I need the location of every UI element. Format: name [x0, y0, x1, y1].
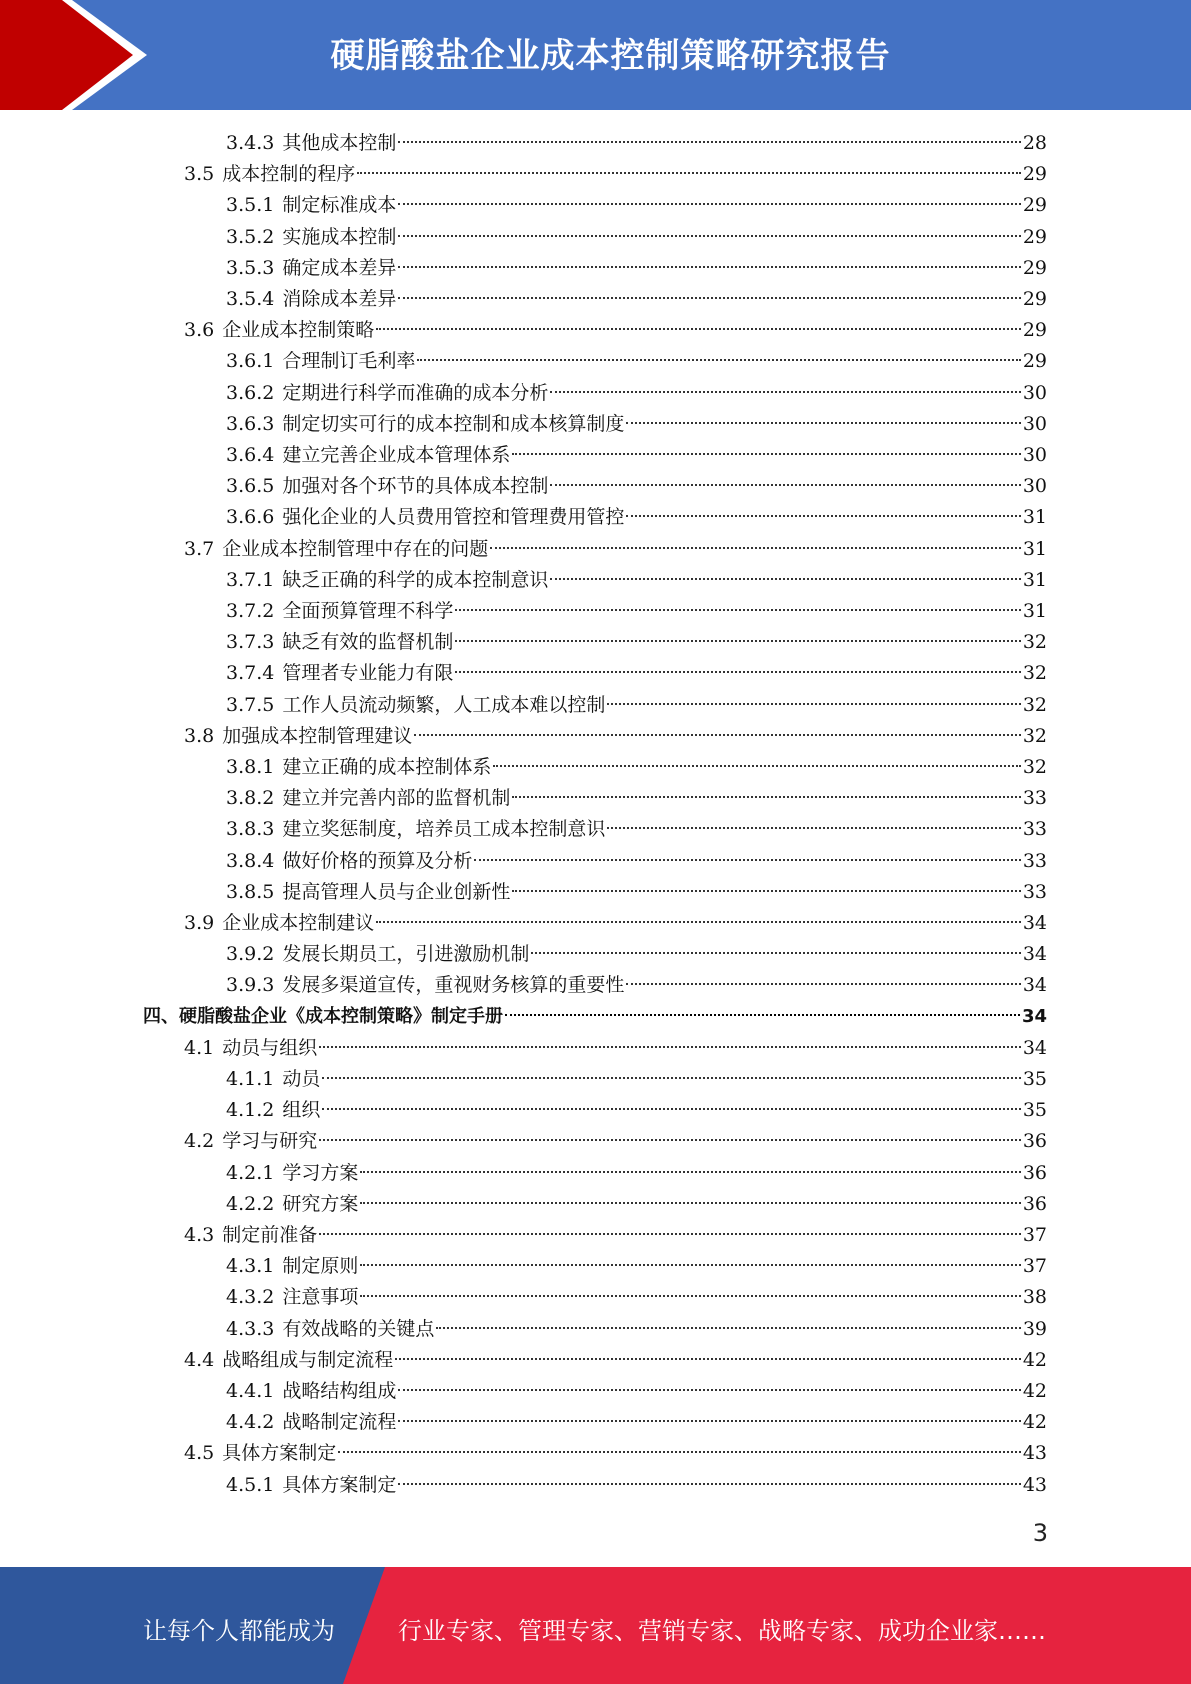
toc-leader-dots [455, 609, 1020, 611]
toc-entry-page: 29 [1022, 288, 1047, 310]
toc-entry-number: 3.5.1 [226, 194, 275, 217]
page-number: 3 [1032, 1519, 1048, 1547]
toc-entry-title: 消除成本差异 [282, 288, 397, 310]
toc-entry-number: 3.8.2 [226, 787, 275, 810]
toc-leader-dots [319, 1233, 1021, 1235]
toc-entry[interactable] [226, 1282, 1047, 1312]
toc-entry-title: 加强对各个环节的具体成本控制 [282, 475, 549, 498]
toc-entry-number: 3.5 [184, 163, 215, 186]
toc-entry-title: 硬脂酸盐企业《成本控制策略》制定手册 [179, 1005, 503, 1027]
toc-entry-page: 36 [1022, 1192, 1047, 1215]
toc-entry-title: 发展长期员工，引进激励机制 [282, 943, 530, 966]
toc-entry-title: 研究方案 [282, 1192, 359, 1215]
toc-entry-page: 31 [1022, 537, 1047, 560]
toc-entry-number: 3.8.4 [226, 849, 275, 872]
toc-entry-number: 4.3.3 [226, 1317, 275, 1340]
toc-leader-dots [398, 266, 1020, 268]
toc-leader-dots [376, 328, 1021, 330]
toc-entry[interactable] [226, 502, 1047, 532]
toc-entry[interactable] [226, 1095, 1047, 1125]
toc-entry-page: 28 [1022, 132, 1047, 154]
toc-leader-dots [436, 1327, 1020, 1329]
toc-leader-dots [360, 1202, 1020, 1204]
toc-entry-page: 29 [1022, 163, 1047, 186]
toc-entry-number: 3.7.1 [226, 568, 275, 591]
toc-leader-dots [512, 796, 1020, 798]
toc-entry-title: 有效战略的关键点 [282, 1317, 435, 1340]
toc-entry-page: 29 [1022, 319, 1047, 342]
toc-entry-page: 32 [1022, 631, 1047, 654]
toc-entry[interactable] [226, 253, 1047, 283]
toc-entry-number: 3.8.3 [226, 818, 275, 841]
toc-entry-number: 4.5.1 [226, 1473, 275, 1496]
toc-entry-page: 31 [1022, 506, 1047, 529]
toc-entry[interactable] [226, 1064, 1047, 1094]
toc-entry-page: 35 [1022, 1068, 1047, 1090]
toc-entry[interactable] [184, 1345, 1047, 1375]
toc-entry[interactable] [226, 440, 1047, 470]
toc-entry-title: 企业成本控制策略 [222, 319, 375, 342]
toc-entry-number: 3.7.4 [226, 662, 275, 685]
toc-leader-dots [607, 703, 1020, 705]
toc-entry[interactable] [226, 846, 1047, 876]
toc-leader-dots [550, 484, 1020, 486]
toc-entry[interactable] [226, 939, 1047, 969]
toc-entry-title: 动员 [282, 1068, 321, 1090]
toc-leader-dots [626, 983, 1020, 985]
toc-entry-page: 35 [1022, 1099, 1047, 1122]
toc-entry-page: 29 [1022, 194, 1047, 217]
toc-entry-page: 31 [1022, 568, 1047, 591]
toc-entry[interactable] [226, 222, 1047, 252]
toc-entry[interactable] [226, 1376, 1047, 1406]
toc-entry-number: 3.6.3 [226, 412, 275, 435]
toc-entry-title: 组织 [282, 1099, 321, 1122]
toc-entry-title: 合理制订毛利率 [282, 350, 416, 373]
toc-entry-page: 39 [1022, 1317, 1047, 1340]
toc-entry-title: 建立完善企业成本管理体系 [282, 444, 511, 466]
toc-entry-page: 30 [1022, 444, 1047, 466]
toc-entry[interactable] [226, 970, 1047, 1000]
toc-entry[interactable] [226, 190, 1047, 220]
toc-entry-title: 制定标准成本 [282, 194, 397, 217]
toc-leader-dots [398, 203, 1020, 205]
toc-entry[interactable] [184, 1033, 1047, 1063]
page-header [0, 0, 1191, 110]
toc-leader-dots [512, 453, 1020, 455]
toc-entry-number: 3.6.2 [226, 381, 275, 404]
toc-entry-number: 4.1.2 [226, 1099, 275, 1122]
toc-entry[interactable] [184, 721, 1047, 751]
toc-entry[interactable] [184, 908, 1047, 938]
toc-leader-dots [626, 515, 1020, 517]
toc-entry[interactable] [226, 128, 1047, 158]
toc-leader-dots [417, 359, 1020, 361]
toc-entry-page: 37 [1022, 1255, 1047, 1278]
toc-entry-number: 4.2.2 [226, 1192, 275, 1215]
toc-leader-dots [322, 1108, 1020, 1110]
toc-entry-number: 4.3 [184, 1224, 215, 1246]
toc-entry-title: 制定前准备 [222, 1224, 318, 1246]
toc-entry-title: 企业成本控制建议 [222, 912, 375, 934]
footer-slogan-left: 让每个人都能成为 [143, 1617, 335, 1645]
toc-leader-dots [505, 1014, 1020, 1016]
toc-entry-page: 30 [1022, 381, 1047, 404]
toc-entry-title: 企业成本控制管理中存在的问题 [222, 537, 489, 560]
toc-entry-title: 建立并完善内部的监督机制 [282, 787, 511, 810]
toc-leader-dots [512, 890, 1020, 892]
toc-entry-page: 32 [1022, 693, 1047, 716]
toc-entry[interactable] [143, 1002, 1047, 1032]
toc-entry-number: 4.4.1 [226, 1380, 275, 1402]
toc-entry[interactable] [226, 378, 1047, 408]
document-title: 硬脂酸盐企业成本控制策略研究报告 [330, 36, 891, 76]
toc-entry-title: 制定原则 [282, 1255, 359, 1278]
toc-entry[interactable] [226, 877, 1047, 907]
toc-entry-page: 33 [1022, 787, 1047, 810]
toc-entry-page: 29 [1022, 225, 1047, 248]
toc-entry[interactable] [226, 1189, 1047, 1219]
toc-entry[interactable] [226, 627, 1047, 657]
toc-entry-number: 4.4.2 [226, 1411, 275, 1434]
toc-leader-dots [455, 640, 1020, 642]
toc-entry-page: 43 [1022, 1473, 1047, 1496]
toc-entry-page: 34 [1022, 1036, 1047, 1059]
toc-entry[interactable] [184, 1220, 1047, 1250]
toc-entry-page: 42 [1022, 1411, 1047, 1434]
toc-entry-page: 34 [1022, 943, 1047, 966]
toc-leader-dots [360, 1295, 1020, 1297]
toc-entry-page: 36 [1022, 1130, 1047, 1153]
toc-entry-title: 发展多渠道宣传，重视财务核算的重要性 [282, 974, 625, 997]
toc-entry-page: 33 [1022, 880, 1047, 903]
toc-leader-dots [398, 235, 1020, 237]
toc-entry-title: 具体方案制定 [282, 1473, 397, 1496]
toc-entry-page: 37 [1022, 1224, 1047, 1246]
toc-leader-dots [398, 141, 1020, 143]
toc-entry-page: 30 [1022, 475, 1047, 498]
toc-leader-dots [455, 671, 1020, 673]
toc-entry-title: 战略制定流程 [282, 1411, 397, 1434]
toc-leader-dots [376, 921, 1021, 923]
toc-entry[interactable] [226, 1470, 1047, 1500]
toc-entry[interactable] [184, 159, 1047, 189]
toc-entry-title: 确定成本差异 [282, 256, 397, 279]
toc-leader-dots [490, 547, 1021, 549]
toc-entry-number: 4.1 [184, 1036, 215, 1059]
toc-leader-dots [531, 952, 1020, 954]
toc-leader-dots [338, 1451, 1021, 1453]
toc-entry-number: 3.6.6 [226, 506, 275, 529]
toc-entry-title: 全面预算管理不科学 [282, 600, 454, 622]
toc-entry-title: 工作人员流动频繁，人工成本难以控制 [282, 693, 606, 716]
toc-entry-number: 3.8.1 [226, 756, 275, 778]
toc-entry-title: 管理者专业能力有限 [282, 662, 454, 685]
toc-entry-page: 32 [1022, 724, 1047, 747]
toc-entry[interactable] [226, 1407, 1047, 1437]
toc-entry-page: 29 [1022, 256, 1047, 279]
toc-entry-title: 强化企业的人员费用管控和管理费用管控 [282, 506, 625, 529]
toc-entry-number: 四、 [143, 1005, 179, 1027]
toc-entry-title: 学习方案 [282, 1161, 359, 1184]
toc-entry[interactable] [184, 1438, 1047, 1468]
toc-entry-number: 3.8 [184, 724, 215, 747]
toc-entry-title: 动员与组织 [222, 1036, 318, 1059]
toc-entry-number: 3.6.1 [226, 350, 275, 373]
toc-leader-dots [360, 1264, 1020, 1266]
toc-entry-title: 建立正确的成本控制体系 [282, 756, 492, 778]
toc-entry-page: 34 [1022, 912, 1047, 934]
toc-entry-title: 其他成本控制 [282, 132, 397, 154]
toc-leader-dots [395, 1358, 1021, 1360]
toc-entry[interactable] [226, 596, 1047, 626]
toc-entry-number: 3.4.3 [226, 132, 275, 154]
toc-entry-title: 缺乏正确的科学的成本控制意识 [282, 568, 549, 591]
toc-entry-number: 3.6.4 [226, 444, 275, 466]
toc-leader-dots [319, 1046, 1021, 1048]
toc-entry-number: 4.2 [184, 1130, 215, 1153]
toc-leader-dots [550, 391, 1020, 393]
toc-entry[interactable] [226, 658, 1047, 688]
toc-entry-number: 3.8.5 [226, 880, 275, 903]
toc-entry-title: 战略结构组成 [282, 1380, 397, 1402]
toc-entry-title: 实施成本控制 [282, 225, 397, 248]
toc-leader-dots [360, 1171, 1020, 1173]
toc-entry-title: 学习与研究 [222, 1130, 318, 1153]
page-footer [0, 1567, 1191, 1684]
toc-leader-dots [626, 422, 1020, 424]
toc-entry[interactable] [226, 783, 1047, 813]
toc-entry[interactable] [226, 409, 1047, 439]
toc-entry-number: 3.7 [184, 537, 215, 560]
toc-entry[interactable] [184, 1126, 1047, 1156]
toc-entry-page: 36 [1022, 1161, 1047, 1184]
toc-entry-title: 缺乏有效的监督机制 [282, 631, 454, 654]
toc-entry-number: 3.9.3 [226, 974, 275, 997]
toc-entry[interactable] [226, 814, 1047, 844]
toc-entry[interactable] [226, 690, 1047, 720]
toc-entry-page: 42 [1022, 1348, 1047, 1371]
toc-leader-dots [398, 1483, 1020, 1485]
toc-entry-number: 4.5 [184, 1442, 215, 1465]
toc-entry-title: 战略组成与制定流程 [222, 1348, 394, 1371]
toc-leader-dots [414, 734, 1021, 736]
toc-entry-page: 31 [1022, 600, 1047, 622]
toc-entry-number: 3.9 [184, 912, 215, 934]
toc-entry[interactable] [226, 752, 1047, 782]
toc-entry[interactable] [226, 1251, 1047, 1281]
toc-entry-number: 4.2.1 [226, 1161, 275, 1184]
toc-entry[interactable] [184, 534, 1047, 564]
footer-slogan-right: 行业专家、管理专家、营销专家、战略专家、成功企业家…… [398, 1617, 1046, 1645]
toc-entry-number: 3.5.3 [226, 256, 275, 279]
toc-entry[interactable] [226, 284, 1047, 314]
toc-entry-page: 43 [1022, 1442, 1047, 1465]
toc-entry-number: 4.1.1 [226, 1068, 275, 1090]
toc-entry-page: 29 [1022, 350, 1047, 373]
toc-entry-page: 34 [1022, 974, 1047, 997]
toc-leader-dots [550, 578, 1020, 580]
toc-entry-title: 制定切实可行的成本控制和成本核算制度 [282, 412, 625, 435]
toc-entry[interactable] [226, 471, 1047, 501]
toc-entry[interactable] [226, 1314, 1047, 1344]
toc-entry-title: 成本控制的程序 [222, 163, 356, 186]
toc-entry-number: 3.9.2 [226, 943, 275, 966]
toc-entry-page: 30 [1022, 412, 1047, 435]
toc-entry-page: 33 [1022, 818, 1047, 841]
toc-entry-number: 4.4 [184, 1348, 215, 1371]
toc-entry[interactable] [184, 315, 1047, 345]
toc-entry-title: 定期进行科学而准确的成本分析 [282, 381, 549, 404]
toc-entry-page: 38 [1022, 1286, 1047, 1309]
toc-entry-title: 注意事项 [282, 1286, 359, 1309]
toc-leader-dots [357, 172, 1021, 174]
toc-entry-title: 具体方案制定 [222, 1442, 337, 1465]
toc-entry-number: 4.3.1 [226, 1255, 275, 1278]
toc-entry-number: 3.5.4 [226, 288, 275, 310]
toc-entry-title: 建立奖惩制度，培养员工成本控制意识 [282, 818, 606, 841]
toc-leader-dots [607, 827, 1020, 829]
toc-leader-dots [493, 765, 1020, 767]
toc-entry-number: 3.6.5 [226, 475, 275, 498]
toc-entry-number: 3.7.5 [226, 693, 275, 716]
toc-entry[interactable] [226, 565, 1047, 595]
toc-entry-number: 3.7.3 [226, 631, 275, 654]
toc-entry-title: 加强成本控制管理建议 [222, 724, 413, 747]
toc-leader-dots [398, 1389, 1020, 1391]
toc-leader-dots [322, 1077, 1020, 1079]
toc-entry-page: 32 [1022, 756, 1047, 778]
toc-leader-dots [474, 859, 1020, 861]
toc-entry-title: 做好价格的预算及分析 [282, 849, 473, 872]
toc-leader-dots [398, 1420, 1020, 1422]
toc-entry-page: 34 [1021, 1005, 1047, 1027]
toc-entry-title: 提高管理人员与企业创新性 [282, 880, 511, 903]
toc-entry[interactable] [226, 346, 1047, 376]
toc-entry-number: 3.6 [184, 319, 215, 342]
toc-entry-number: 4.3.2 [226, 1286, 275, 1309]
toc-leader-dots [398, 297, 1020, 299]
toc-entry[interactable] [226, 1158, 1047, 1188]
toc-entry-page: 33 [1022, 849, 1047, 872]
toc-entry-number: 3.5.2 [226, 225, 275, 248]
toc-entry-page: 42 [1022, 1380, 1047, 1402]
toc-leader-dots [319, 1139, 1021, 1141]
toc-entry-page: 32 [1022, 662, 1047, 685]
toc-entry-number: 3.7.2 [226, 600, 275, 622]
